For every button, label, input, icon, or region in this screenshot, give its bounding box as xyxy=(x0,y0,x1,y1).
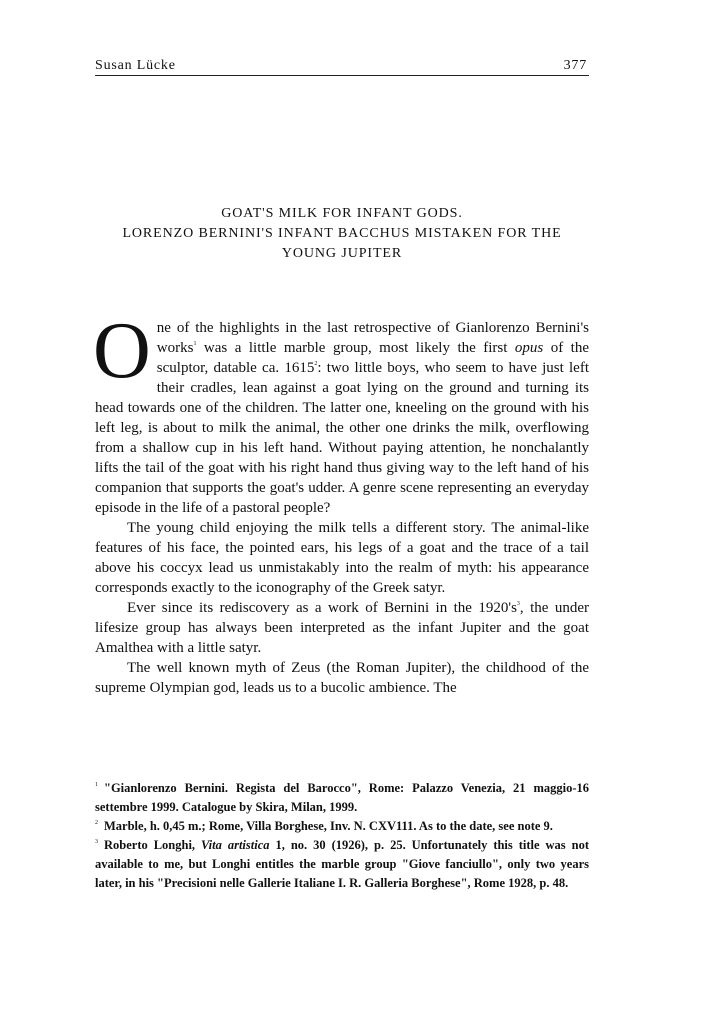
title-line-3: YOUNG JUPITER xyxy=(281,246,403,261)
paragraph-1-part-3: of the sculptor, datable ca. 1615 xyxy=(156,340,589,376)
footnote-mark-3: 3 xyxy=(95,839,98,845)
footnote-2-text: Marble, h. 0,45 m.; Rome, Villa Borghese, Inv. N. CXV111. As to the date, see note 9. xyxy=(104,819,553,833)
footnotes xyxy=(95,779,589,893)
body-text xyxy=(93,307,589,698)
paragraph-3-part-1: Ever since its rediscovery as a work of Bernini in the 1920's xyxy=(127,600,517,616)
paragraph-1 xyxy=(93,307,589,518)
paragraph-2: The young child enjoying the milk tells a different story. The animal-like features of his face, the pointed ears, his legs of a goat and the trace of a tail above his coccyx lead us unmistakably into the realm of myth: his appearance corresponds exactly to the iconography of the Greek satyr. xyxy=(95,520,589,596)
footnote-ref-2[interactable]: 2 xyxy=(314,361,318,367)
footnote-mark-1: 1 xyxy=(95,782,98,788)
running-head xyxy=(95,57,589,76)
paragraph-1-part-2: was a little marble group, most likely the first xyxy=(196,340,515,356)
paragraph-3 xyxy=(95,598,589,658)
footnote-ref-1[interactable]: 1 xyxy=(193,341,197,347)
footnote-3-italic: Vita artistica xyxy=(201,838,270,852)
page-number: 377 xyxy=(563,58,587,73)
paragraph-1-part-4: : two little boys, who seem to have just left their cradles, lean against a goat lying on the ground and turning its head towards one of the children. The latter one, kneeling on the ground with his left leg, is about to milk the animal, the other one drinks the milk, overflowing from a shallow cup in his left hand. Without paying attention, he nonchalantly lifts the tail of the goat with his right hand thus giving way to the left hand of his companion that supports the goat's udder. A genre scene representing an everyday episode in the life of a pastoral people? xyxy=(95,360,589,516)
footnote-ref-3[interactable]: 3 xyxy=(516,601,520,607)
opus-italic: opus xyxy=(514,340,544,356)
footnote-3-post: 1, no. 30 (1926), p. 25. Unfortunately this title was not available to me, but Longhi entitles the marble group "Giove fanciullo", only two years later, in his "Precisioni nelle Gallerie Italiane I. R. Galleria Borghese", Rome 1928, p. 48. xyxy=(95,838,590,890)
footnote-3 xyxy=(95,836,589,893)
paragraph-1-part-1: ne of the highlights in the last retrospective of Gianlorenzo Bernini's works xyxy=(156,320,589,356)
footnote-1 xyxy=(95,779,589,817)
author-name: Susan Lücke xyxy=(95,58,176,73)
paragraph-4: The well known myth of Zeus (the Roman Jupiter), the childhood of the supreme Olympian god, leads us to a bucolic ambience. The xyxy=(95,660,589,696)
footnote-1-text: "Gianlorenzo Bernini. Regista del Barocco", Rome: Palazzo Venezia, 21 maggio-16 settembre 1999. Catalogue by Skira, Milan, 1999. xyxy=(95,781,589,814)
paragraph-3-part-2: , the under lifesize group has always been interpreted as the infant Jupiter and the goat Amalthea with a little satyr. xyxy=(95,600,589,656)
footnote-2 xyxy=(95,817,589,836)
drop-cap: O xyxy=(93,307,151,395)
title-line-2: LORENZO BERNINI'S INFANT BACCHUS MISTAKEN FOR THE xyxy=(122,226,562,241)
footnote-3-pre: Roberto Longhi, xyxy=(104,838,202,852)
article-title xyxy=(95,204,589,264)
title-line-1: GOAT'S MILK FOR INFANT GODS. xyxy=(221,206,463,221)
footnote-mark-2: 2 xyxy=(95,820,98,826)
